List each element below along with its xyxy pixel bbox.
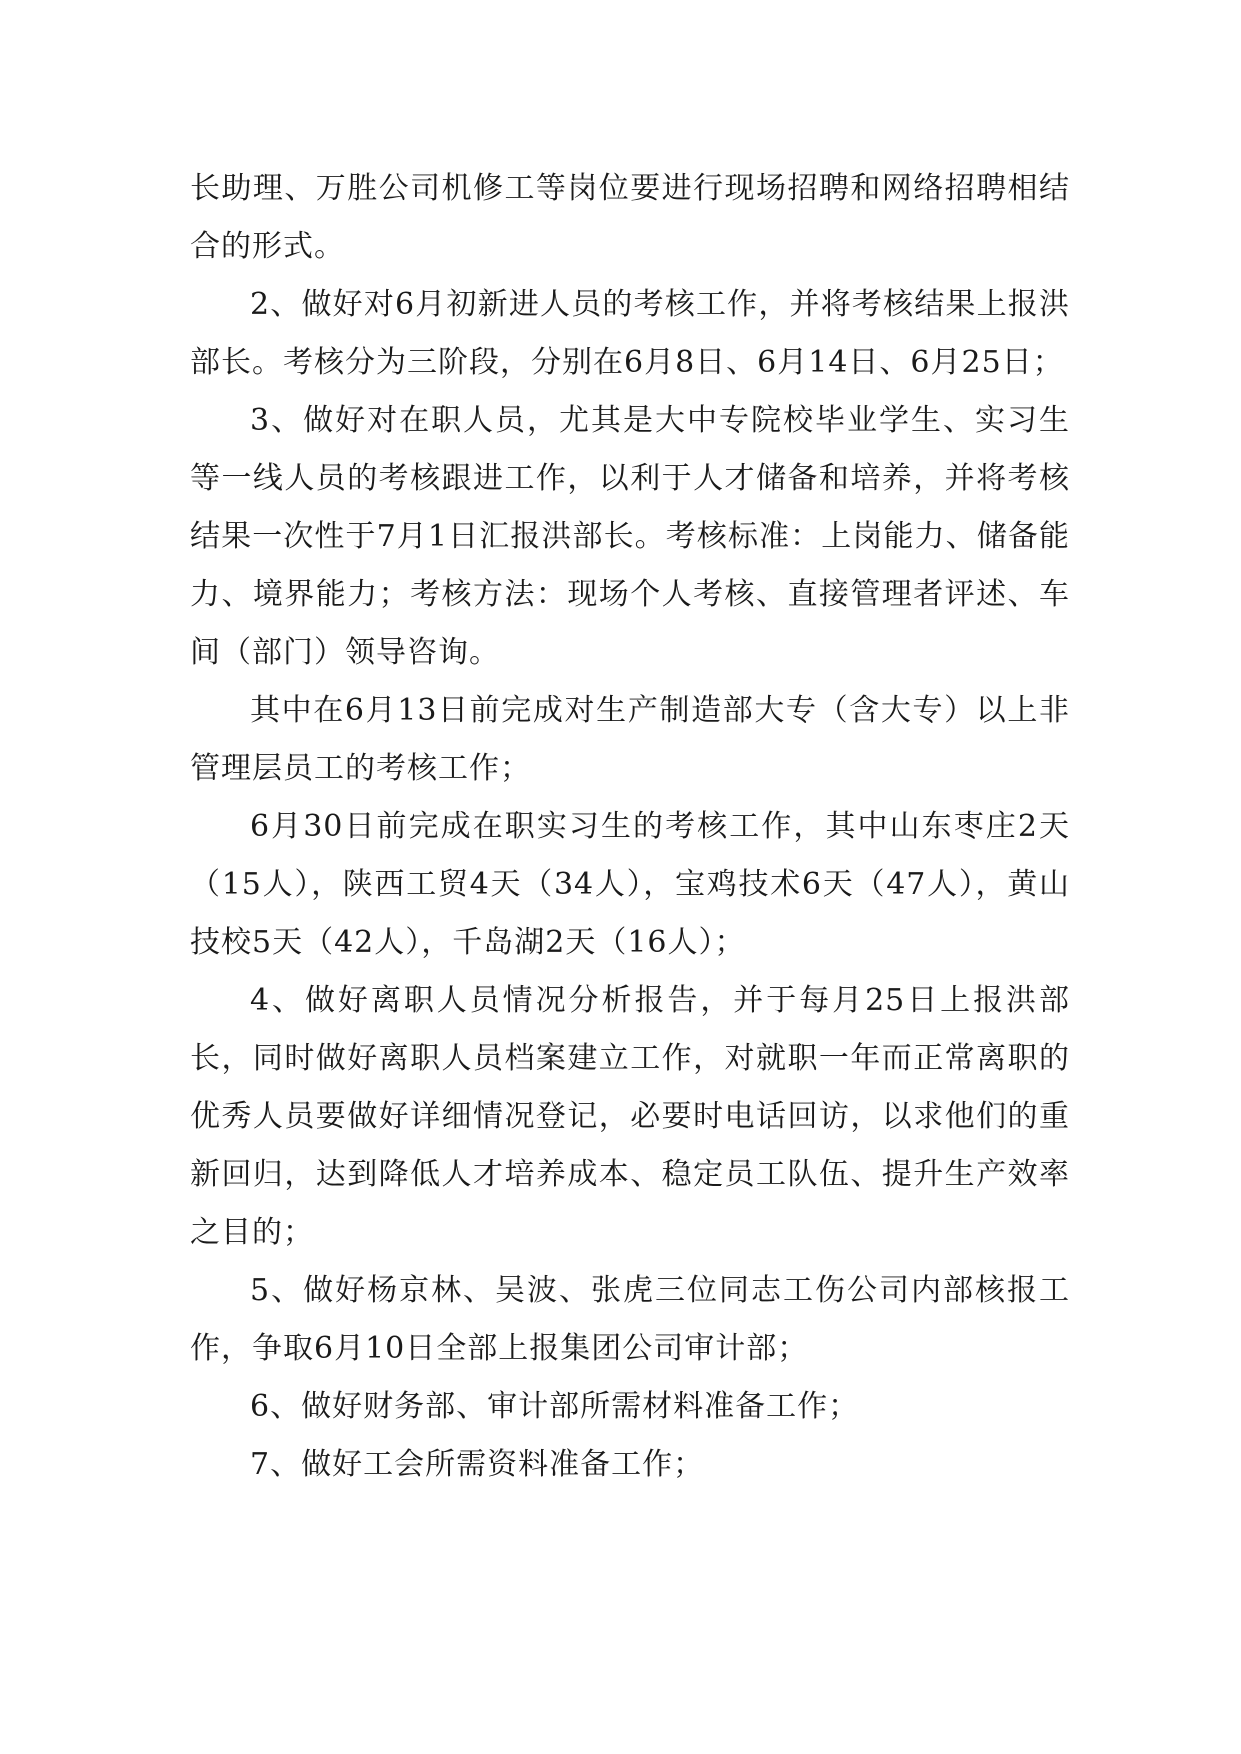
paragraph-item-4: 4、做好离职人员情况分析报告，并于每月25日上报洪部长，同时做好离职人员档案建立工作，对就职一年而正常离职的优秀人员要做好详细情况登记，必要时电话回访，以求他们的重新回归，达到降低人才培养成本、稳定员工队伍、提升生产效率之目的； — [190, 983, 1070, 1250]
paragraph-item-3-sub-1: 其中在6月13日前完成对生产制造部大专（含大专）以上非管理层员工的考核工作； — [190, 693, 1070, 786]
paragraph-item-5: 5、做好杨京林、吴波、张虎三位同志工伤公司内部核报工作，争取6月10日全部上报集团公司审计部； — [190, 1273, 1070, 1366]
paragraph-item-7: 7、做好工会所需资料准备工作； — [250, 1447, 705, 1482]
paragraph-item-3: 3、做好对在职人员，尤其是大中专院校毕业学生、实习生等一线人员的考核跟进工作，以利于人才储备和培养，并将考核结果一次性于7月1日汇报洪部长。考核标准：上岗能力、储备能力、境界能力；考核方法：现场个人考核、直接管理者评述、车间（部门）领导咨询。 — [190, 403, 1070, 670]
paragraph-continuation: 长助理、万胜公司机修工等岗位要进行现场招聘和网络招聘相结合的形式。 — [190, 171, 1070, 264]
document-body — [190, 160, 1070, 1494]
paragraph-item-2: 2、做好对6月初新进人员的考核工作，并将考核结果上报洪部长。考核分为三阶段，分别在6月8日、6月14日、6月25日； — [190, 287, 1070, 380]
paragraph-item-3-sub-2: 6月30日前完成在职实习生的考核工作，其中山东枣庄2天（15人），陕西工贸4天（34人），宝鸡技术6天（47人），黄山技校5天（42人），千岛湖2天（16人）； — [190, 809, 1070, 960]
paragraph-item-6: 6、做好财务部、审计部所需材料准备工作； — [250, 1389, 860, 1424]
